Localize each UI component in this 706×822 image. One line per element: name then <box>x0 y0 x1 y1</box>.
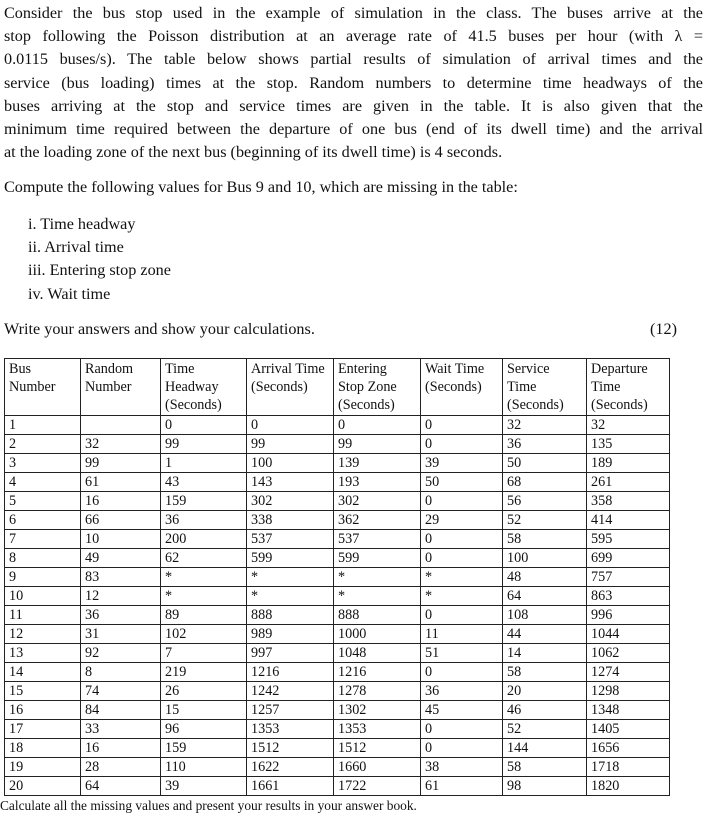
cell-wait-time: 0 <box>421 435 503 454</box>
cell-departure-time: 1820 <box>587 777 670 796</box>
cell-time-headway: 219 <box>161 663 247 682</box>
cell-bus-number: 14 <box>5 663 81 682</box>
cell-wait-time: 29 <box>421 511 503 530</box>
cell-random-number: 8 <box>81 663 161 682</box>
cell-entering-stop-zone: 1216 <box>334 663 421 682</box>
cell-departure-time: 1062 <box>587 644 670 663</box>
cell-wait-time: 0 <box>421 530 503 549</box>
cell-departure-time: 414 <box>587 511 670 530</box>
cell-entering-stop-zone: 1000 <box>334 625 421 644</box>
cell-time-headway: 26 <box>161 682 247 701</box>
cell-bus-number: 3 <box>5 454 81 473</box>
cell-arrival-time: 1622 <box>247 758 334 777</box>
table-row <box>5 644 670 663</box>
cell-bus-number: 13 <box>5 644 81 663</box>
statement-line: Consider the bus stop used in the example of simulation in the class. The buses arrive at the <box>4 4 703 22</box>
answer-instruction-line <box>4 318 703 341</box>
cell-entering-stop-zone: * <box>334 568 421 587</box>
cell-service-time: 68 <box>503 473 587 492</box>
header-departure-time: Departure Time (Seconds) <box>587 359 670 416</box>
cell-service-time: 100 <box>503 549 587 568</box>
cell-time-headway: 110 <box>161 758 247 777</box>
cell-departure-time: 189 <box>587 454 670 473</box>
statement-line: at the loading zone of the next bus (beginning of its dwell time) is 4 seconds. <box>4 143 503 162</box>
cell-wait-time: 38 <box>421 758 503 777</box>
cell-random-number: 64 <box>81 777 161 796</box>
cell-time-headway: 96 <box>161 720 247 739</box>
cell-wait-time: * <box>421 587 503 606</box>
cell-time-headway: 0 <box>161 416 247 435</box>
table-row <box>5 416 670 435</box>
cell-service-time: 58 <box>503 758 587 777</box>
cell-random-number: 49 <box>81 549 161 568</box>
cell-entering-stop-zone: 193 <box>334 473 421 492</box>
cell-service-time: 58 <box>503 530 587 549</box>
cell-time-headway: * <box>161 587 247 606</box>
header-entering-stop-zone: Entering Stop Zone (Seconds) <box>334 359 421 416</box>
cell-entering-stop-zone: 139 <box>334 454 421 473</box>
cell-departure-time: 1405 <box>587 720 670 739</box>
cell-entering-stop-zone: 1512 <box>334 739 421 758</box>
cell-entering-stop-zone: 302 <box>334 492 421 511</box>
cell-bus-number: 5 <box>5 492 81 511</box>
cell-random-number: 36 <box>81 606 161 625</box>
table-row <box>5 435 670 454</box>
cell-entering-stop-zone: 888 <box>334 606 421 625</box>
cell-entering-stop-zone: 1353 <box>334 720 421 739</box>
cell-time-headway: 159 <box>161 739 247 758</box>
cell-arrival-time: 599 <box>247 549 334 568</box>
statement-line: buses arriving at the stop and service times are given in the table. It is also given that the <box>4 96 703 115</box>
table-row <box>5 682 670 701</box>
cell-service-time: 64 <box>503 587 587 606</box>
cell-entering-stop-zone: 1302 <box>334 701 421 720</box>
cell-bus-number: 4 <box>5 473 81 492</box>
cell-entering-stop-zone: 99 <box>334 435 421 454</box>
cell-departure-time: 863 <box>587 587 670 606</box>
task-item-entering: iii. Entering stop zone <box>28 261 171 280</box>
cell-service-time: 98 <box>503 777 587 796</box>
cell-arrival-time: 143 <box>247 473 334 492</box>
cell-random-number: 33 <box>81 720 161 739</box>
cell-time-headway: 43 <box>161 473 247 492</box>
cell-bus-number: 7 <box>5 530 81 549</box>
cell-bus-number: 15 <box>5 682 81 701</box>
cell-arrival-time: 997 <box>247 644 334 663</box>
cell-service-time: 50 <box>503 454 587 473</box>
cell-service-time: 52 <box>503 511 587 530</box>
cell-random-number: 92 <box>81 644 161 663</box>
statement-line: stop following the Poisson distribution at an average rate of 41.5 buses per hour (with λ = <box>4 27 703 46</box>
cell-departure-time: 1348 <box>587 701 670 720</box>
cell-bus-number: 17 <box>5 720 81 739</box>
cell-departure-time: 1274 <box>587 663 670 682</box>
cell-random-number: 32 <box>81 435 161 454</box>
cell-wait-time: 50 <box>421 473 503 492</box>
table-row <box>5 473 670 492</box>
cell-entering-stop-zone: * <box>334 587 421 606</box>
header-bus-number: Bus Number <box>5 359 81 416</box>
cell-entering-stop-zone: 599 <box>334 549 421 568</box>
statement-line: 0.0115 buses/s). The table below shows partial results of simulation of arrival times and the <box>4 50 703 69</box>
table-row <box>5 720 670 739</box>
cell-random-number: 84 <box>81 701 161 720</box>
cell-bus-number: 10 <box>5 587 81 606</box>
header-random-number: Random Number <box>81 359 161 416</box>
footnote: Calculate all the missing values and present your results in your answer book. <box>0 798 417 813</box>
cell-arrival-time: 302 <box>247 492 334 511</box>
table-row <box>5 777 670 796</box>
cell-bus-number: 11 <box>5 606 81 625</box>
cell-bus-number: 20 <box>5 777 81 796</box>
cell-service-time: 20 <box>503 682 587 701</box>
cell-arrival-time: 1661 <box>247 777 334 796</box>
header-wait-time: Wait Time (Seconds) <box>421 359 503 416</box>
cell-bus-number: 6 <box>5 511 81 530</box>
cell-time-headway: 1 <box>161 454 247 473</box>
cell-service-time: 36 <box>503 435 587 454</box>
task-list <box>28 213 171 306</box>
cell-arrival-time: * <box>247 568 334 587</box>
cell-entering-stop-zone: 1048 <box>334 644 421 663</box>
table-row <box>5 701 670 720</box>
cell-bus-number: 12 <box>5 625 81 644</box>
cell-arrival-time: 888 <box>247 606 334 625</box>
cell-service-time: 52 <box>503 720 587 739</box>
table-row <box>5 549 670 568</box>
cell-time-headway: 15 <box>161 701 247 720</box>
header-arrival-time: Arrival Time (Seconds) <box>247 359 334 416</box>
cell-entering-stop-zone: 537 <box>334 530 421 549</box>
table-row <box>5 758 670 777</box>
answer-instruction: Write your answers and show your calculations. <box>4 320 315 338</box>
table-row <box>5 587 670 606</box>
cell-bus-number: 18 <box>5 739 81 758</box>
cell-arrival-time: 1216 <box>247 663 334 682</box>
cell-bus-number: 1 <box>5 416 81 435</box>
cell-random-number: 16 <box>81 492 161 511</box>
statement-line: minimum time required between the departure of one bus (end of its dwell time) and the arrival <box>4 120 703 139</box>
cell-wait-time: 45 <box>421 701 503 720</box>
cell-service-time: 32 <box>503 416 587 435</box>
header-time-headway: Time Headway (Seconds) <box>161 359 247 416</box>
cell-bus-number: 8 <box>5 549 81 568</box>
cell-departure-time: 261 <box>587 473 670 492</box>
cell-wait-time: 0 <box>421 720 503 739</box>
cell-service-time: 44 <box>503 625 587 644</box>
cell-wait-time: 0 <box>421 492 503 511</box>
cell-wait-time: 61 <box>421 777 503 796</box>
cell-bus-number: 2 <box>5 435 81 454</box>
cell-departure-time: 1298 <box>587 682 670 701</box>
cell-departure-time: 358 <box>587 492 670 511</box>
cell-time-headway: 99 <box>161 435 247 454</box>
cell-entering-stop-zone: 1722 <box>334 777 421 796</box>
table-row <box>5 568 670 587</box>
cell-arrival-time: 99 <box>247 435 334 454</box>
cell-wait-time: 0 <box>421 416 503 435</box>
cell-departure-time: 32 <box>587 416 670 435</box>
cell-time-headway: 89 <box>161 606 247 625</box>
cell-wait-time: 39 <box>421 454 503 473</box>
cell-wait-time: 0 <box>421 549 503 568</box>
cell-random-number: 28 <box>81 758 161 777</box>
table-row <box>5 492 670 511</box>
cell-bus-number: 9 <box>5 568 81 587</box>
cell-service-time: 56 <box>503 492 587 511</box>
cell-time-headway: 159 <box>161 492 247 511</box>
cell-departure-time: 1656 <box>587 739 670 758</box>
cell-entering-stop-zone: 1278 <box>334 682 421 701</box>
task-item-headway: i. Time headway <box>28 215 136 233</box>
cell-wait-time: * <box>421 568 503 587</box>
cell-wait-time: 51 <box>421 644 503 663</box>
cell-wait-time: 0 <box>421 663 503 682</box>
table-row <box>5 454 670 473</box>
table-row <box>5 606 670 625</box>
cell-time-headway: * <box>161 568 247 587</box>
cell-random-number: 31 <box>81 625 161 644</box>
cell-bus-number: 16 <box>5 701 81 720</box>
cell-random-number: 10 <box>81 530 161 549</box>
cell-arrival-time: 1353 <box>247 720 334 739</box>
table-header-row <box>5 359 670 416</box>
cell-arrival-time: 0 <box>247 416 334 435</box>
cell-arrival-time: 989 <box>247 625 334 644</box>
cell-time-headway: 62 <box>161 549 247 568</box>
cell-service-time: 58 <box>503 663 587 682</box>
cell-random-number: 99 <box>81 454 161 473</box>
cell-arrival-time: * <box>247 587 334 606</box>
cell-wait-time: 0 <box>421 606 503 625</box>
problem-statement <box>4 2 703 164</box>
cell-departure-time: 996 <box>587 606 670 625</box>
task-item-arrival: ii. Arrival time <box>28 238 124 257</box>
cell-random-number: 61 <box>81 473 161 492</box>
cell-entering-stop-zone: 362 <box>334 511 421 530</box>
cell-random-number: 16 <box>81 739 161 758</box>
cell-time-headway: 102 <box>161 625 247 644</box>
cell-random-number: 12 <box>81 587 161 606</box>
table-row <box>5 625 670 644</box>
cell-arrival-time: 338 <box>247 511 334 530</box>
cell-entering-stop-zone: 1660 <box>334 758 421 777</box>
cell-arrival-time: 1257 <box>247 701 334 720</box>
cell-wait-time: 0 <box>421 739 503 758</box>
cell-service-time: 108 <box>503 606 587 625</box>
cell-service-time: 48 <box>503 568 587 587</box>
marks-label: (12) <box>650 320 677 338</box>
table-row <box>5 663 670 682</box>
cell-departure-time: 699 <box>587 549 670 568</box>
cell-entering-stop-zone: 0 <box>334 416 421 435</box>
cell-departure-time: 135 <box>587 435 670 454</box>
table-body <box>5 416 670 796</box>
table-row <box>5 739 670 758</box>
statement-line: service (bus loading) times at the stop. Random numbers to determine time headways of the <box>4 73 703 92</box>
cell-time-headway: 39 <box>161 777 247 796</box>
table-row <box>5 530 670 549</box>
cell-arrival-time: 537 <box>247 530 334 549</box>
cell-wait-time: 11 <box>421 625 503 644</box>
cell-random-number <box>81 416 161 435</box>
cell-arrival-time: 100 <box>247 454 334 473</box>
cell-service-time: 14 <box>503 644 587 663</box>
cell-random-number: 83 <box>81 568 161 587</box>
cell-random-number: 74 <box>81 682 161 701</box>
cell-arrival-time: 1512 <box>247 739 334 758</box>
simulation-table <box>4 358 670 796</box>
cell-bus-number: 19 <box>5 758 81 777</box>
task-item-wait: iv. Wait time <box>28 284 111 303</box>
cell-wait-time: 36 <box>421 682 503 701</box>
cell-departure-time: 1718 <box>587 758 670 777</box>
cell-departure-time: 595 <box>587 530 670 549</box>
cell-service-time: 46 <box>503 701 587 720</box>
header-service-time: Service Time (Seconds) <box>503 359 587 416</box>
cell-arrival-time: 1242 <box>247 682 334 701</box>
cell-service-time: 144 <box>503 739 587 758</box>
cell-time-headway: 7 <box>161 644 247 663</box>
cell-random-number: 66 <box>81 511 161 530</box>
table-row <box>5 511 670 530</box>
cell-time-headway: 36 <box>161 511 247 530</box>
cell-departure-time: 757 <box>587 568 670 587</box>
cell-departure-time: 1044 <box>587 625 670 644</box>
task-statement: Compute the following values for Bus 9 and 10, which are missing in the table: <box>4 178 518 196</box>
cell-time-headway: 200 <box>161 530 247 549</box>
